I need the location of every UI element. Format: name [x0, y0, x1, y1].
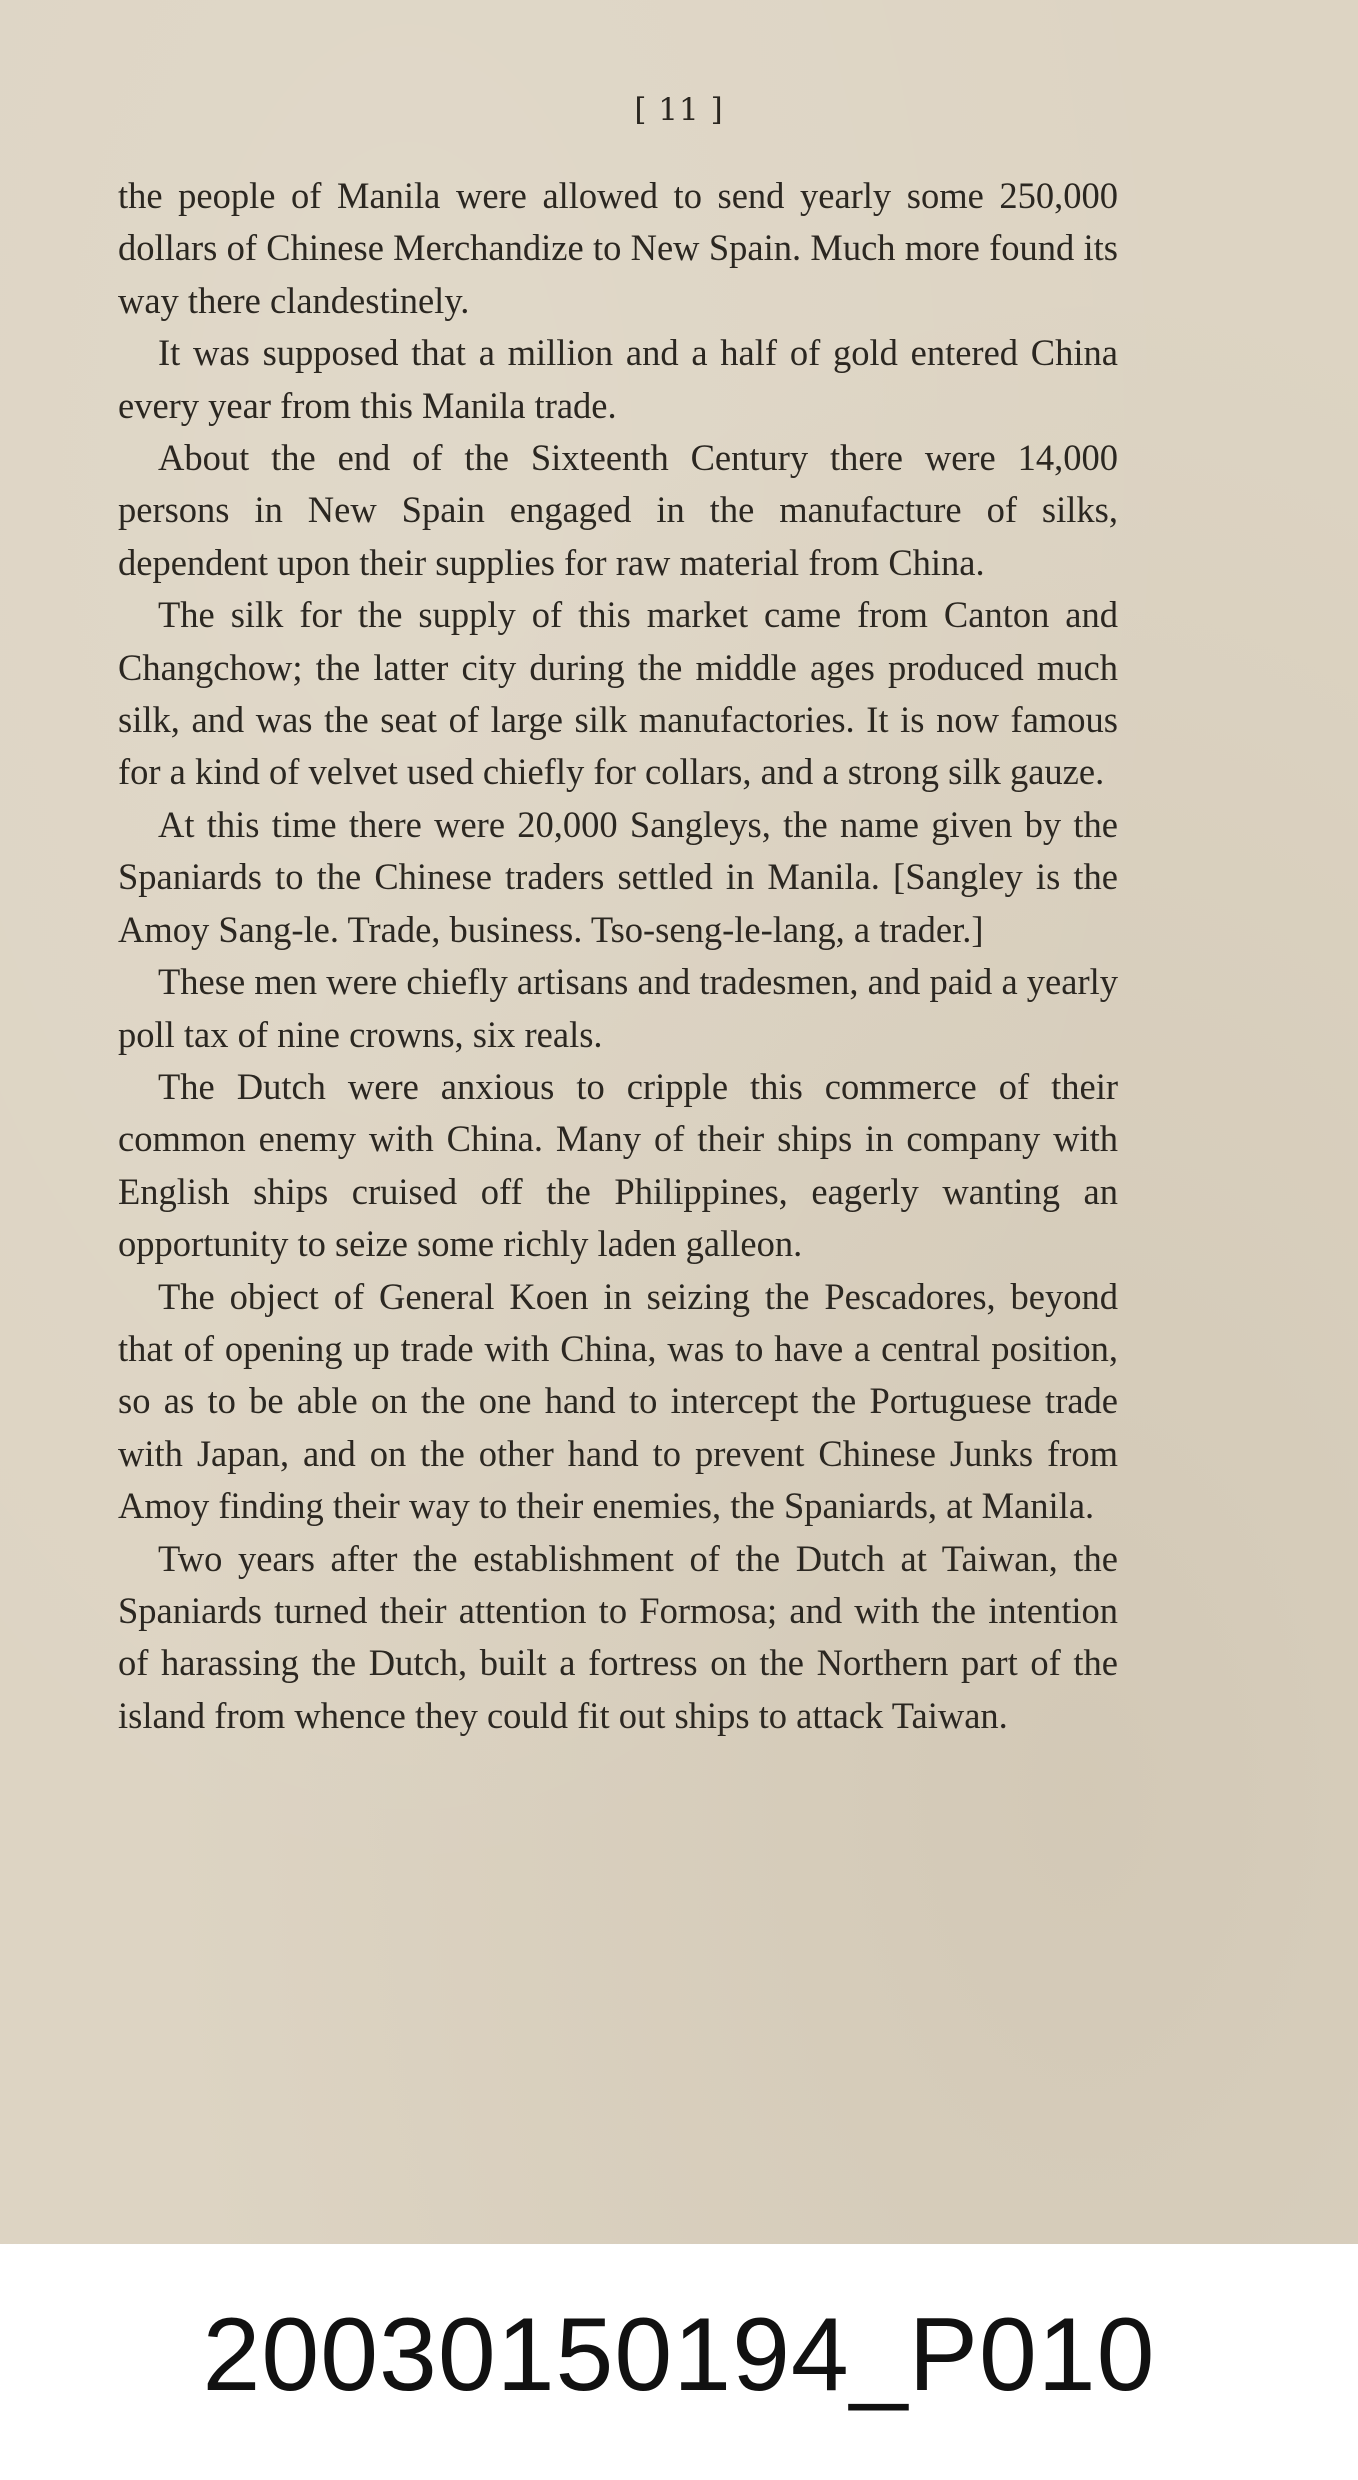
image-id-caption: 20030150194_P010: [202, 2297, 1156, 2413]
paragraph-5: At this time there were 20,000 Sangleys, the name given by the Spaniards to the Chinese traders settled in Manila. [Sangley is the Amoy Sang-le. Trade, business. Tso-seng-le-lang, a trader.]: [118, 803, 1118, 950]
paragraph-2: It was supposed that a million and a half of gold entered China every year from this Manila trade.: [118, 332, 1118, 426]
paragraph-7: The Dutch were anxious to cripple this commerce of their common enemy with China. Many of their ships in company with English ships cruised off the Philippines, eagerly wanting an opportunity to seize some richly laden galleon.: [118, 1065, 1118, 1265]
body-text: [118, 170, 1118, 1742]
paragraph-1: the people of Manila were allowed to send yearly some 250,000 dollars of Chinese Merchandize to New Spain. Much more found its way there clandestinely.: [118, 175, 1118, 321]
page-number: [ 11 ]: [634, 92, 724, 128]
paragraph-3: About the end of the Sixteenth Century there were 14,000 persons in New Spain engaged in the manufacture of silks, dependent upon their supplies for raw material from China.: [118, 437, 1118, 583]
paragraph-9: Two years after the establishment of the Dutch at Taiwan, the Spaniards turned their attention to Formosa; and with the intention of harassing the Dutch, built a fortress on the Northern part of the island from whence they could fit out ships to attack Taiwan.: [118, 1537, 1118, 1736]
paragraph-4: The silk for the supply of this market came from Canton and Changchow; the latter city during the middle ages produced much silk, and was the seat of large silk manufactories. It is now famous for a kind of velvet used chiefly for collars, and a strong silk gauze.: [118, 594, 1118, 793]
paragraph-6: These men were chiefly artisans and tradesmen, and paid a yearly poll tax of nine crowns, six reals.: [118, 961, 1118, 1055]
paragraph-8: The object of General Koen in seizing the Pescadores, beyond that of opening up trade with China, was to have a central position, so as to be able on the one hand to intercept the Portuguese trade with Japan, and on the other hand to prevent Chinese Junks from Amoy finding their way to their enemies, the Spaniards, at Manila.: [118, 1275, 1118, 1527]
